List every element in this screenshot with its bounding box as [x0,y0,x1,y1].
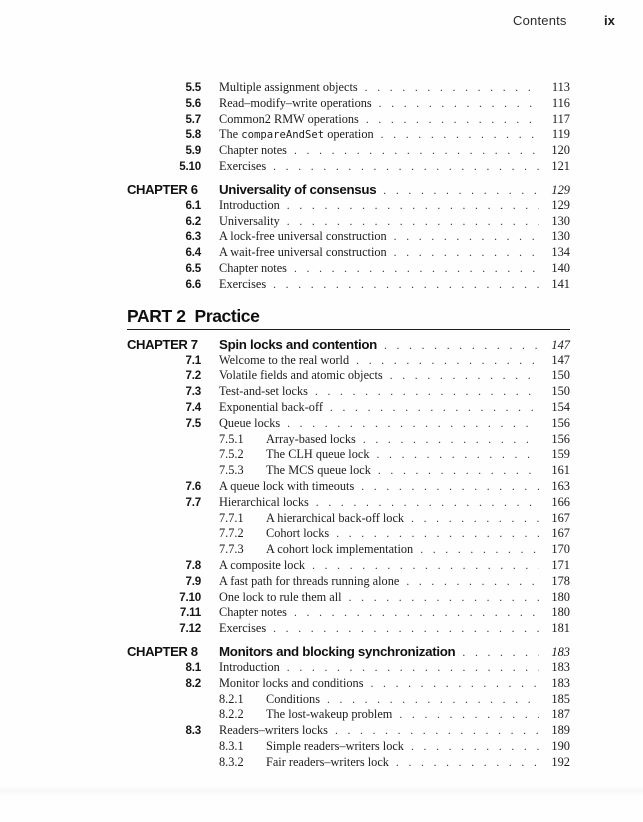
entry-number: 7.9 [185,574,201,588]
dot-leader [399,708,539,724]
entry-page: 159 [551,447,570,462]
entry-page: 183 [551,644,570,659]
entry-title: Welcome to the real world [219,352,350,367]
dot-leader [394,246,539,262]
toc-row [127,181,570,198]
entry-number: 7.2 [185,369,201,383]
toc-row [127,723,570,739]
toc-row [127,558,570,574]
entry-title: Chapter notes [219,605,287,620]
dot-leader [294,606,539,622]
entry-page: 150 [551,368,570,383]
entry-title: Array-based locks [266,431,356,446]
entry-page: 170 [551,542,570,557]
part-label: PART 2 [127,305,186,326]
part-title: Practice [194,305,260,326]
entry-number: 8.3.1 [219,738,244,753]
entry-number: 7.7.2 [219,526,244,541]
entry-number: 7.7 [185,495,201,509]
entry-page: 129 [551,197,570,212]
part-heading-line [127,306,570,327]
entry-number: 7.8 [185,558,201,572]
toc-row [127,707,570,723]
entry-title: Cohort locks [266,526,330,541]
dot-leader [394,230,539,246]
entry-title: Introduction [219,659,280,674]
dot-leader [361,480,539,496]
entry-title [219,127,374,144]
entry-page: 134 [551,245,570,260]
entry-title: A fast path for threads running alone [219,573,400,588]
toc-row [127,416,570,432]
entry-title: The lost-wakeup problem [266,707,393,722]
part-rule [127,329,570,330]
entry-page: 167 [551,526,570,541]
entry-page: 171 [551,557,570,572]
entry-page: 119 [551,127,570,142]
entry-title: Read–modify–write operations [219,95,372,110]
toc-row [127,463,570,479]
toc-row [127,542,570,558]
entry-title: Test-and-set locks [219,384,308,399]
entry-number: 7.3 [185,385,201,399]
entry-number: 5.10 [179,159,201,173]
toc-row [127,739,570,755]
dot-leader [287,199,539,215]
entry-number: 6.2 [185,214,201,228]
dot-leader [366,113,539,129]
entry-page: 150 [551,384,570,399]
toc-row [127,96,570,112]
toc-row [127,384,570,400]
dot-leader [356,354,539,370]
entry-number: 7.6 [185,479,201,493]
entry-title: Exercises [219,621,267,636]
code-term: compareAndSet [241,129,325,142]
entry-number: 7.12 [179,622,201,636]
entry-number: 7.7.3 [219,542,244,557]
entry-page: 185 [551,691,570,706]
entry-title: Chapter notes [219,260,287,275]
chapter-title: Universality of consensus [219,181,377,197]
entry-number: 8.1 [185,660,201,674]
toc-row [127,447,570,463]
toc-row [127,526,570,542]
entry-number: 7.5.1 [219,431,244,446]
dot-leader [363,433,539,449]
dot-leader [462,645,539,662]
entry-page: 120 [551,143,570,158]
entry-title: A queue lock with timeouts [219,478,355,493]
entry-title: Simple readers–writers lock [266,738,404,753]
chapter-label: CHAPTER 7 [127,336,198,352]
running-header-title: Contents [513,13,567,28]
entry-page: 113 [551,80,570,94]
entry-number: 7.1 [185,353,201,367]
entry-title: A lock-free universal construction [219,229,387,244]
entry-title: A composite lock [219,557,306,572]
toc-row [127,198,570,214]
dot-leader [327,693,539,709]
entry-title: Universality [219,213,280,228]
toc-row [127,245,570,261]
toc-row [127,368,570,384]
dot-leader [273,622,539,638]
entry-title: Exponential back-off [219,399,323,414]
toc-row [127,353,570,369]
chapter-label: CHAPTER 6 [127,181,198,197]
toc-row [127,80,570,96]
entry-page: 166 [551,494,570,509]
dot-leader [294,144,539,160]
entry-number: 6.4 [185,246,201,260]
dot-leader [420,543,539,559]
toc-row [127,336,570,353]
entry-title: Exercises [219,158,267,173]
entry-title: Queue locks [219,415,281,430]
dot-leader [287,661,539,677]
toc-row [127,676,570,692]
dot-leader [384,338,539,355]
toc-row [127,277,570,293]
title-text: operation [324,127,374,142]
dot-leader [287,215,539,231]
entry-page: 183 [551,675,570,690]
entry-number: 6.5 [185,261,201,275]
entry-page: 116 [551,95,570,110]
entry-title: Conditions [266,691,320,706]
toc-row [127,432,570,448]
entry-page: 181 [551,621,570,636]
entry-number: 7.10 [179,590,201,604]
entry-title: Volatile fields and atomic objects [219,368,383,383]
entry-page: 187 [551,707,570,722]
entry-page: 180 [551,605,570,620]
entry-page: 156 [551,415,570,430]
entry-number: 5.5 [185,81,201,94]
chapter-title: Monitors and blocking synchronization [219,643,456,659]
dot-leader [411,740,539,756]
dot-leader [312,559,539,575]
scan-artifact [0,786,643,796]
entry-page: 178 [551,573,570,588]
dot-leader [411,512,539,528]
entry-page: 183 [551,659,570,674]
entry-title: Chapter notes [219,143,287,158]
entry-number: 7.5 [185,416,201,430]
dot-leader [294,262,539,278]
dot-leader [335,724,539,740]
entry-title: Multiple assignment objects [219,80,358,94]
dot-leader [315,385,539,401]
dot-leader [390,369,539,385]
entry-title: A hierarchical back-off lock [266,510,405,525]
toc-row [127,590,570,606]
entry-number: 8.2 [185,676,201,690]
dot-leader [336,527,539,543]
entry-page: 189 [551,723,570,738]
entry-number: 8.3.2 [219,754,244,769]
entry-page: 192 [551,754,570,769]
dot-leader [365,81,539,97]
dot-leader [316,496,539,512]
entry-title: A cohort lock implementation [266,542,414,557]
toc-row [127,643,570,660]
entry-page: 117 [551,111,570,126]
toc-row [127,159,570,175]
title-text: The [219,127,242,142]
entry-number: 8.3 [185,724,201,738]
dot-leader [379,97,539,113]
dot-leader [376,448,539,464]
entry-page: 129 [551,182,570,197]
dot-leader [396,756,539,772]
entry-title: Monitor locks and conditions [219,675,364,690]
entry-number: 7.7.1 [219,510,244,525]
dot-leader [383,183,539,200]
dot-leader [287,417,539,433]
entry-title: The CLH queue lock [266,447,370,462]
entry-page: 161 [551,463,570,478]
entry-number: 5.8 [185,128,201,142]
dot-leader [370,677,539,693]
toc-row [127,400,570,416]
entry-title: Common2 RMW operations [219,111,359,126]
toc-row [127,660,570,676]
entry-page: 167 [551,510,570,525]
page-folio: ix [604,13,615,28]
part-heading [127,306,570,330]
chapter-label: CHAPTER 8 [127,643,198,659]
entry-number: 7.4 [185,400,201,414]
entry-number: 6.6 [185,277,201,291]
entry-number: 7.5.3 [219,463,244,478]
toc-list [127,80,570,770]
entry-title: The MCS queue lock [266,463,371,478]
entry-page: 121 [551,158,570,173]
entry-title: Hierarchical locks [219,494,309,509]
entry-page: 130 [551,229,570,244]
entry-title: Exercises [219,276,267,291]
toc-row [127,574,570,590]
entry-number: 8.2.1 [219,691,244,706]
dot-leader [381,128,539,144]
entry-page: 140 [551,260,570,275]
entry-number: 5.7 [185,112,201,126]
entry-title: Fair readers–writers lock [266,754,389,769]
entry-page: 180 [551,589,570,604]
toc-row [127,127,570,143]
entry-page: 156 [551,431,570,446]
entry-number: 6.1 [185,198,201,212]
dot-leader [273,160,539,176]
entry-page: 154 [551,399,570,414]
toc-row [127,143,570,159]
toc-row [127,112,570,128]
toc-row [127,605,570,621]
toc-row [127,479,570,495]
toc-row [127,214,570,230]
toc-row [127,621,570,637]
toc-row [127,511,570,527]
entry-page: 147 [551,337,570,352]
entry-page: 141 [551,276,570,291]
toc-row [127,692,570,708]
toc-row [127,229,570,245]
entry-page: 163 [551,478,570,493]
entry-title: Introduction [219,197,280,212]
entry-page: 130 [551,213,570,228]
dot-leader [273,278,539,294]
toc-row [127,495,570,511]
entry-page: 190 [551,738,570,753]
dot-leader [406,575,539,591]
dot-leader [349,591,539,607]
toc-row [127,261,570,277]
entry-title: A wait-free universal construction [219,245,387,260]
toc-row [127,755,570,771]
entry-page: 147 [551,352,570,367]
entry-number: 5.6 [185,96,201,110]
entry-number: 7.11 [179,606,201,620]
entry-title: Readers–writers locks [219,723,328,738]
entry-number: 7.5.2 [219,447,244,462]
entry-number: 5.9 [185,144,201,158]
dot-leader [378,464,539,480]
entry-number: 8.2.2 [219,707,244,722]
chapter-title: Spin locks and contention [219,336,377,352]
entry-title: One lock to rule them all [219,589,342,604]
entry-number: 6.3 [185,230,201,244]
dot-leader [330,401,539,417]
